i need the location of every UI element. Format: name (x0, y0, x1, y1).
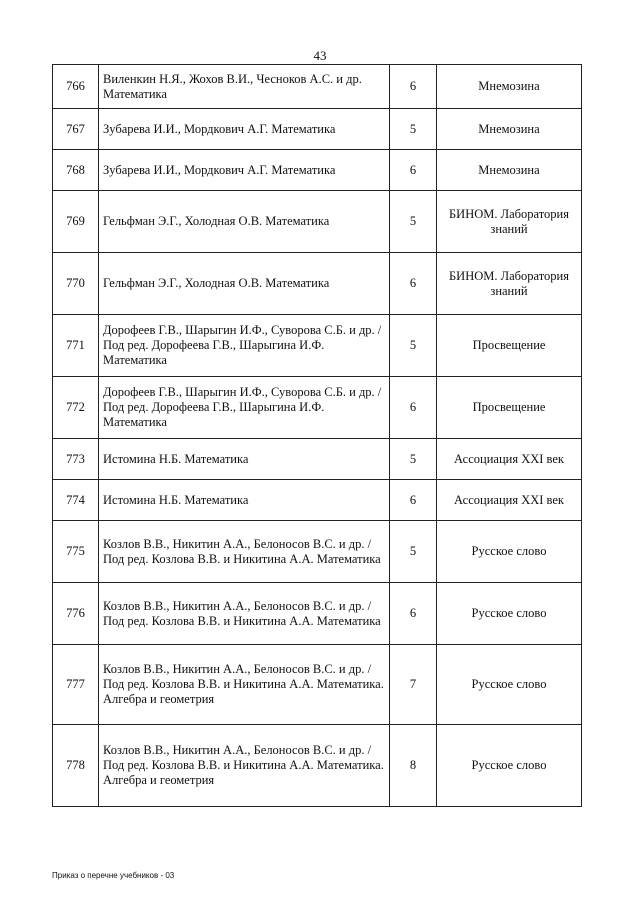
row-number: 776 (53, 583, 99, 645)
row-number: 778 (53, 725, 99, 807)
table-row (53, 315, 582, 377)
row-title: Виленкин Н.Я., Жохов В.И., Чесноков А.С. и др. Математика (99, 65, 390, 109)
row-grade: 5 (390, 439, 437, 480)
row-grade: 5 (390, 315, 437, 377)
table-row (53, 480, 582, 521)
row-title: Гельфман Э.Г., Холодная О.В. Математика (99, 253, 390, 315)
row-number: 775 (53, 521, 99, 583)
row-title: Козлов В.В., Никитин А.А., Белоносов В.С. и др. / Под ред. Козлова В.В. и Никитина А.А. Математика (99, 583, 390, 645)
table-row (53, 253, 582, 315)
row-grade: 6 (390, 150, 437, 191)
row-title: Зубарева И.И., Мордкович А.Г. Математика (99, 150, 390, 191)
row-title: Дорофеев Г.В., Шарыгин И.Ф., Суворова С.Б. и др. / Под ред. Дорофеева Г.В., Шарыгина И.Ф. Математика (99, 377, 390, 439)
row-publisher: Русское слово (437, 521, 582, 583)
row-number: 774 (53, 480, 99, 521)
table-row (53, 583, 582, 645)
row-number: 766 (53, 65, 99, 109)
row-grade: 6 (390, 583, 437, 645)
footer-note: Приказ о перечне учебников - 03 (52, 871, 175, 880)
row-publisher: Русское слово (437, 645, 582, 725)
page-number: 43 (313, 48, 327, 63)
table-row (53, 521, 582, 583)
row-title: Козлов В.В., Никитин А.А., Белоносов В.С. и др. / Под ред. Козлова В.В. и Никитина А.А. Математика. Алгебра и геометрия (99, 645, 390, 725)
row-number: 768 (53, 150, 99, 191)
textbook-table (52, 64, 582, 807)
row-grade: 7 (390, 645, 437, 725)
row-number: 777 (53, 645, 99, 725)
row-publisher: Мнемозина (437, 150, 582, 191)
row-publisher: Мнемозина (437, 65, 582, 109)
table-row (53, 645, 582, 725)
table-row (53, 191, 582, 253)
row-number: 769 (53, 191, 99, 253)
row-publisher: Просвещение (437, 377, 582, 439)
table-row (53, 150, 582, 191)
table-row (53, 725, 582, 807)
row-publisher: БИНОМ. Лаборатория знаний (437, 191, 582, 253)
row-publisher: Русское слово (437, 583, 582, 645)
row-publisher: Просвещение (437, 315, 582, 377)
table-row (53, 65, 582, 109)
table-row (53, 109, 582, 150)
row-grade: 6 (390, 65, 437, 109)
row-number: 772 (53, 377, 99, 439)
row-title: Зубарева И.И., Мордкович А.Г. Математика (99, 109, 390, 150)
row-grade: 6 (390, 377, 437, 439)
row-grade: 6 (390, 253, 437, 315)
row-number: 773 (53, 439, 99, 480)
row-publisher: Ассоциация XXI век (437, 439, 582, 480)
row-grade: 5 (390, 191, 437, 253)
row-number: 767 (53, 109, 99, 150)
row-number: 770 (53, 253, 99, 315)
table-row (53, 377, 582, 439)
row-publisher: Мнемозина (437, 109, 582, 150)
row-grade: 6 (390, 480, 437, 521)
row-publisher: БИНОМ. Лаборатория знаний (437, 253, 582, 315)
row-title: Дорофеев Г.В., Шарыгин И.Ф., Суворова С.Б. и др. / Под ред. Дорофеева Г.В., Шарыгина И.Ф. Математика (99, 315, 390, 377)
row-number: 771 (53, 315, 99, 377)
row-grade: 5 (390, 521, 437, 583)
row-grade: 8 (390, 725, 437, 807)
row-publisher: Ассоциация XXI век (437, 480, 582, 521)
row-title: Козлов В.В., Никитин А.А., Белоносов В.С. и др. / Под ред. Козлова В.В. и Никитина А.А. Математика. Алгебра и геометрия (99, 725, 390, 807)
table-row (53, 439, 582, 480)
row-title: Истомина Н.Б. Математика (99, 480, 390, 521)
row-grade: 5 (390, 109, 437, 150)
row-title: Козлов В.В., Никитин А.А., Белоносов В.С. и др. / Под ред. Козлова В.В. и Никитина А.А. Математика (99, 521, 390, 583)
row-title: Истомина Н.Б. Математика (99, 439, 390, 480)
row-publisher: Русское слово (437, 725, 582, 807)
row-title: Гельфман Э.Г., Холодная О.В. Математика (99, 191, 390, 253)
